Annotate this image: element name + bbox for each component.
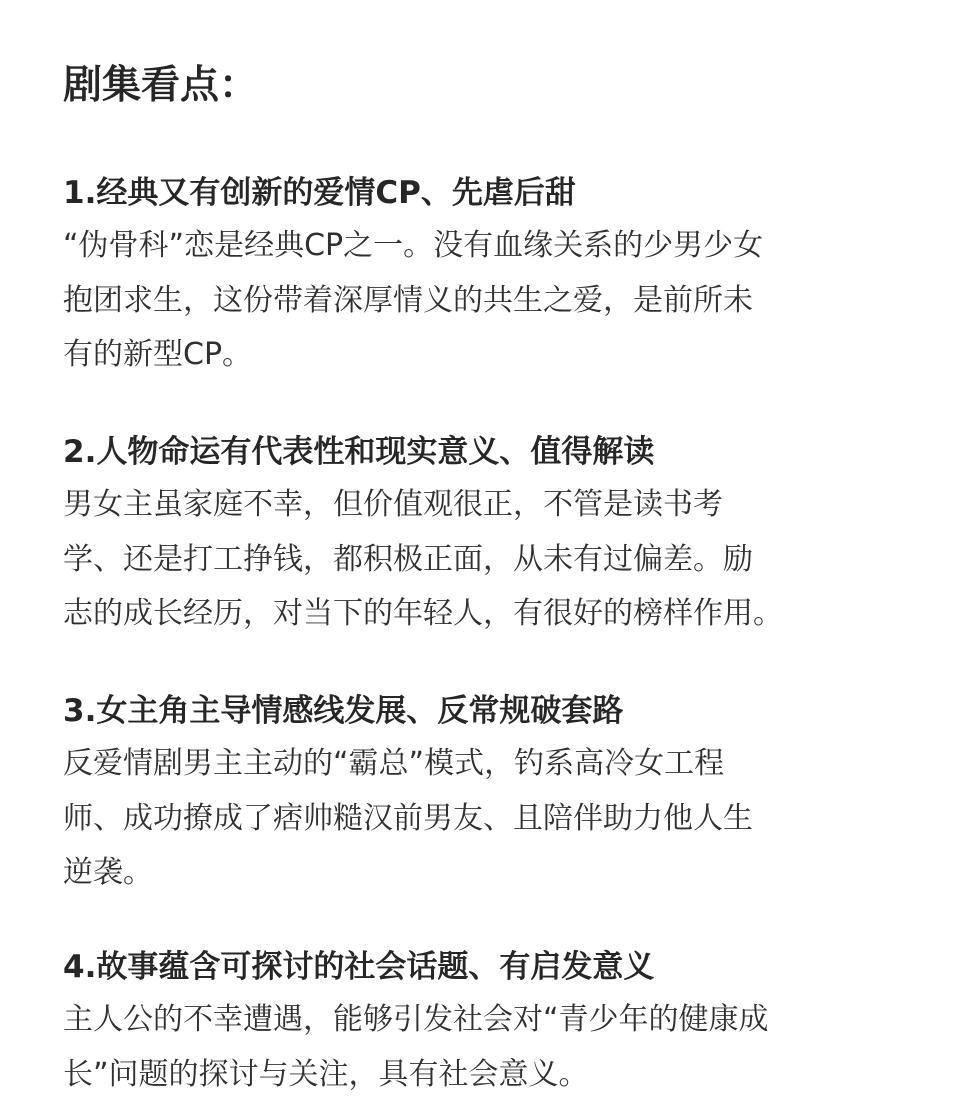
paragraph-line: 师、成功撩成了痞帅糙汉前男友、且陪伴助力他人生 [63, 792, 943, 847]
page-title: 剧集看点： [63, 58, 258, 114]
paragraph-line: 长”问题的探讨与关注，具有社会意义。 [63, 1048, 943, 1102]
section-heading: 4.故事蕴含可探讨的社会话题、有启发意义 [63, 941, 943, 993]
paragraph-line: 主人公的不幸遭遇，能够引发社会对“青少年的健康成 [63, 993, 943, 1048]
paragraph-line: 抱团求生，这份带着深厚情义的共生之爱，是前所未 [63, 274, 943, 329]
paragraph-line: 反爱情剧男主主动的“霸总”模式，钓系高冷女工程 [63, 737, 943, 792]
paragraph-line: 逆袭。 [63, 846, 943, 901]
section-1 [63, 167, 943, 383]
section-heading: 3.女主角主导情感线发展、反常规破套路 [63, 685, 943, 737]
paragraph-line: 有的新型CP。 [63, 328, 943, 383]
paragraph-line: 男女主虽家庭不幸，但价值观很正，不管是读书考 [63, 478, 943, 533]
paragraph-line: 志的成长经历，对当下的年轻人，有很好的榜样作用。 [63, 587, 943, 642]
section-4 [63, 941, 943, 1102]
section-2 [63, 426, 943, 642]
section-heading: 2.人物命运有代表性和现实意义、值得解读 [63, 426, 943, 478]
section-heading: 1.经典又有创新的爱情CP、先虐后甜 [63, 167, 943, 219]
section-3 [63, 685, 943, 901]
paragraph-line: 学、还是打工挣钱，都积极正面，从未有过偏差。励 [63, 533, 943, 588]
paragraph-line: “伪骨科”恋是经典CP之一。没有血缘关系的少男少女 [63, 219, 943, 274]
